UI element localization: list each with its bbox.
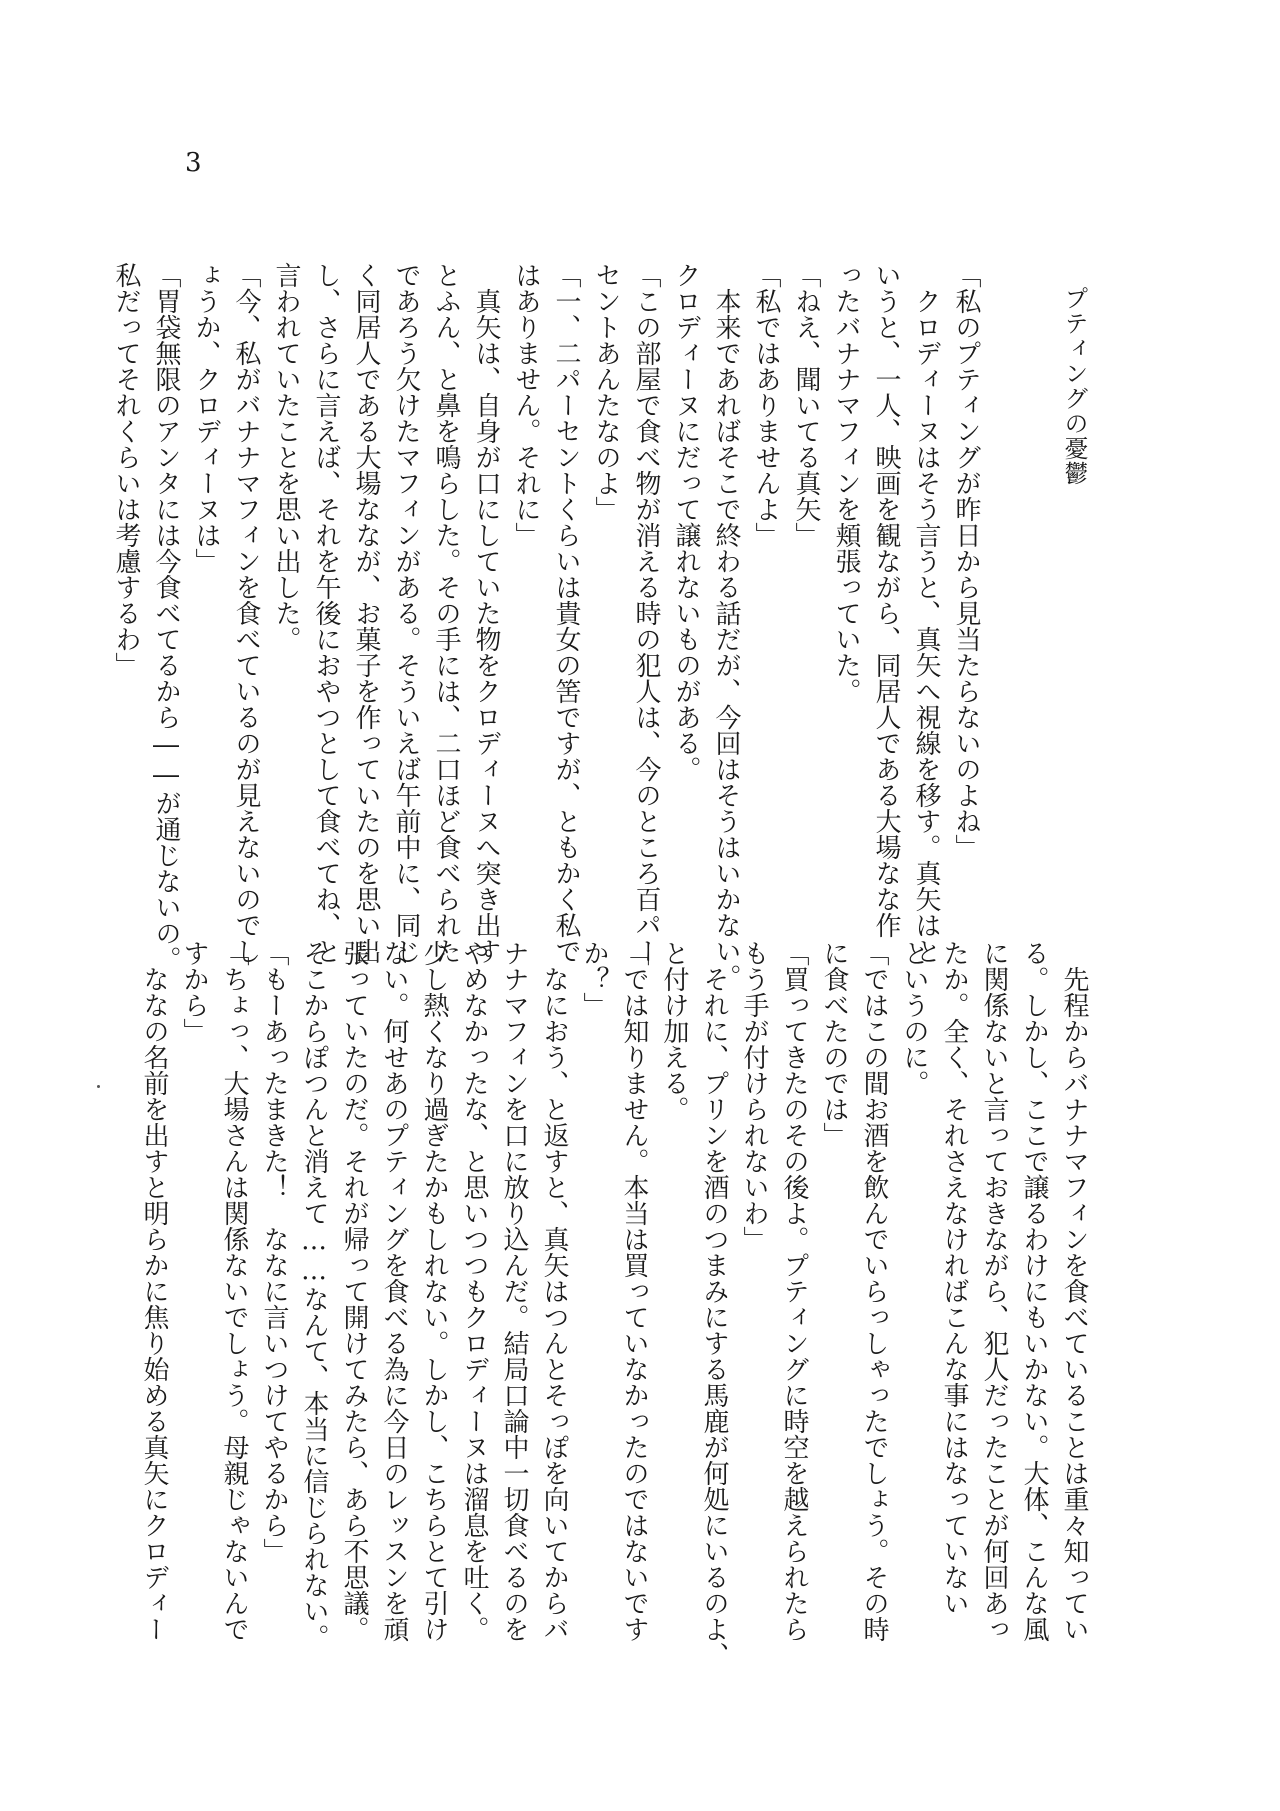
text-line: もう手が付けられないわ」 — [739, 940, 769, 1252]
text-line: ったバナナマフィンを頬張っていた。 — [831, 262, 861, 704]
text-line: なにおう、と返すと、真矢はつんとそっぽを向いてからバ — [539, 940, 569, 1642]
text-line: 「では知りません。本当は買っていなかったのではないです — [619, 940, 649, 1642]
bottom-text-tier — [139, 940, 1094, 1668]
text-line: クロディーヌにだって譲れないものがある。 — [671, 262, 701, 782]
text-line: 「もーあったまきた！ ななに言いつけてやるから」 — [259, 940, 289, 1564]
text-line: ななの名前を出すと明らかに焦り始める真矢にクロディー — [139, 940, 169, 1642]
text-line: 少し熱くなり過ぎたかもしれない。しかし、こちらとて引け — [419, 940, 449, 1642]
text-line: 「ちょっ、大場さんは関係ないでしょう。母親じゃないんで — [219, 940, 249, 1642]
text-line: 先程からバナナマフィンを食べていることは重々知ってい — [1059, 940, 1089, 1642]
chapter-title: プティングの憂鬱 — [1060, 286, 1088, 486]
text-line: し、さらに言えば、それを午後におやつとして食べてね、と — [311, 262, 341, 964]
text-line: すから」 — [179, 940, 209, 1044]
text-line: に食べたのでは」 — [819, 940, 849, 1148]
text-line: に関係ないと言っておきながら、犯人だったことが何回あっ — [979, 940, 1009, 1642]
text-line: セントあんたなのよ」 — [591, 262, 621, 522]
text-line: ナナマフィンを口に放り込んだ。結局口論中一切食べるのを — [499, 940, 529, 1642]
text-line: 「一、二パーセントくらいは貴女の筈ですが、ともかく私で — [551, 262, 581, 964]
text-line: と付け加える。 — [659, 940, 689, 1122]
page-number: 3 — [185, 148, 202, 178]
text-line: 言われていたことを思い出した。 — [271, 262, 301, 652]
text-line: ない。何せあのプティングを食べる為に今日のレッスンを頑 — [379, 940, 409, 1642]
text-line: 「ではこの間お酒を飲んでいらっしゃったでしょう。その時 — [859, 940, 889, 1642]
text-line: はありません。それに」 — [511, 262, 541, 548]
text-line: たか。全く、それさえなければこんな事にはなっていない — [939, 940, 969, 1616]
text-line: というのに。 — [899, 940, 929, 1096]
text-line: いうと、一人、映画を観ながら、同居人である大場なな作 — [871, 262, 901, 938]
text-line: クロディーヌはそう言うと、真矢へ視線を移す。真矢はと — [911, 262, 941, 964]
text-line: 「私のプティングが昨日から見当たらないのよね」 — [951, 262, 981, 860]
text-line: く同居人である大場ななが、お菓子を作っていたのを思い出 — [351, 262, 381, 964]
text-line: 「私ではありませんよ」 — [751, 262, 781, 548]
scan-speck — [97, 1085, 100, 1088]
text-line: 「ねえ、聞いてる真矢」 — [791, 262, 821, 548]
text-line: 張っていたのだ。それが帰って開けてみたら、あら不思議。 — [339, 940, 369, 1642]
text-line: 「胃袋無限のアンタには今食べてるから――が通じないの。 — [151, 262, 181, 972]
text-line: それに、プリンを酒のつまみにする馬鹿が何処にいるのよ、 — [699, 940, 729, 1668]
text-line: か？」 — [579, 940, 609, 1018]
top-text-tier — [111, 262, 1094, 990]
text-line: やめなかったな、と思いつつもクロディーヌは溜息を吐く。 — [459, 940, 489, 1642]
text-line: ょうか、クロディーヌは」 — [191, 262, 221, 574]
text-line: る。しかし、ここで譲るわけにもいかない。大体、こんな風 — [1019, 940, 1049, 1642]
text-line: 私だってそれくらいは考慮するわ」 — [111, 262, 141, 678]
text-line: そこからぽつんと消えて……なんて、本当に信じられない。 — [299, 940, 329, 1650]
text-line: 真矢は、自身が口にしていた物をクロディーヌへ突き出す — [471, 262, 501, 964]
text-line: 「買ってきたのその後よ。プティングに時空を越えられたら — [779, 940, 809, 1642]
text-line: 「今、私がバナナマフィンを食べているのが見えないのでし — [231, 262, 261, 964]
text-line: であろう欠けたマフィンがある。そういえば午前中に、同じ — [391, 262, 421, 964]
text-line: 本来であればそこで終わる話だが、今回はそうはいかない。 — [711, 262, 741, 990]
text-line: 「この部屋で食べ物が消える時の犯人は、今のところ百パー — [631, 262, 661, 964]
text-line: とふん、と鼻を鳴らした。その手には、二口ほど食べられた — [431, 262, 461, 964]
